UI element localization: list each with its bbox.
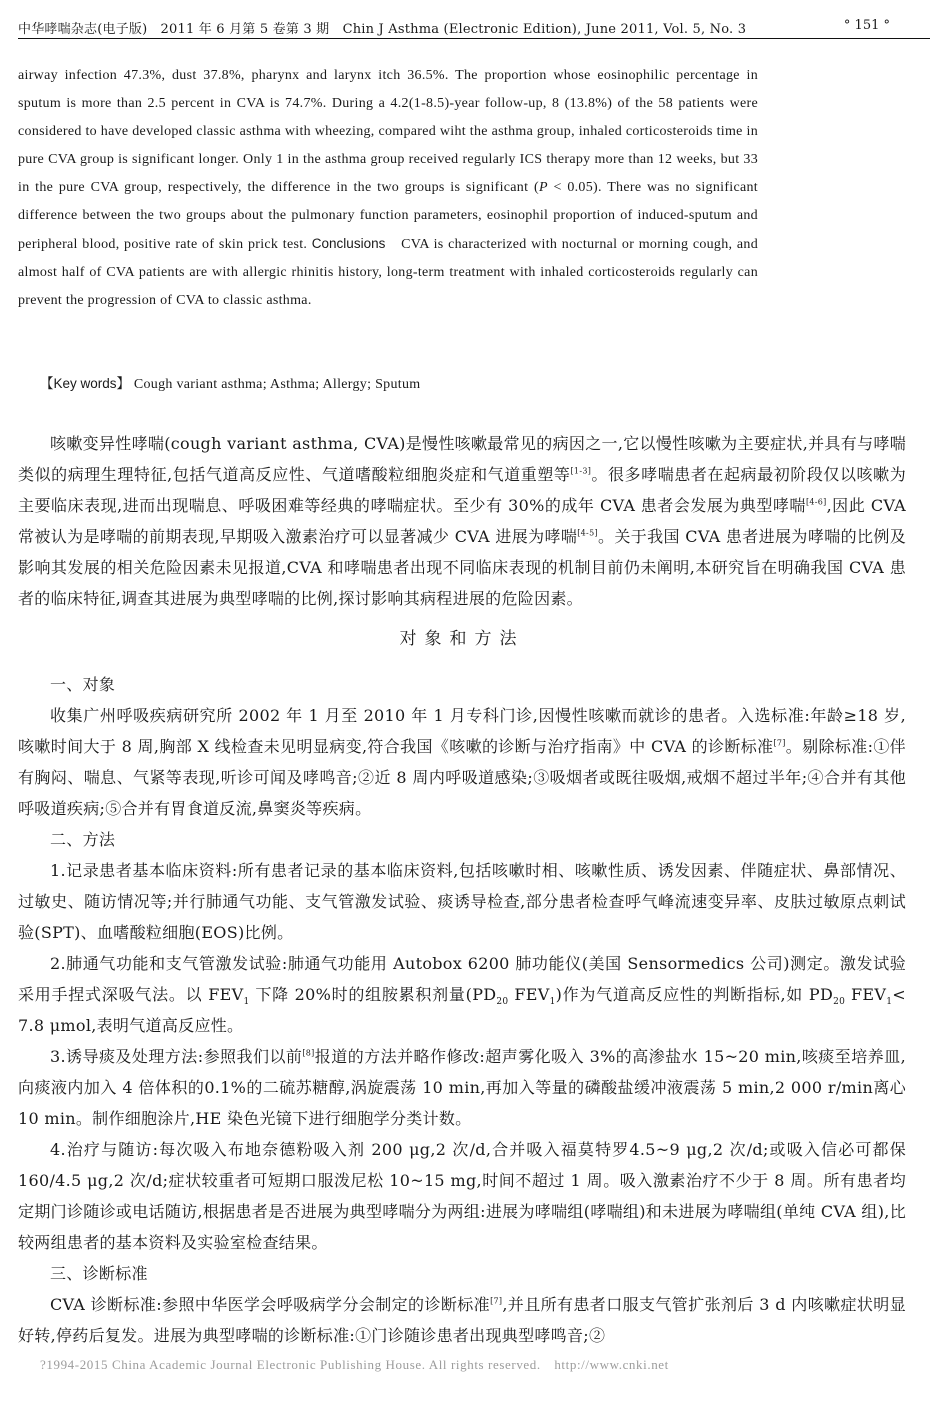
subscript: 20 <box>833 997 846 1008</box>
subscript: 1 <box>549 997 556 1008</box>
keywords-text: Cough variant asthma; Asthma; Allergy; Sputum <box>130 377 421 392</box>
copyright-watermark: ?1994-2015 China Academic Journal Electronic Publishing House. All rights reserved. http://www.cnki.net <box>40 1357 669 1372</box>
method-4-paragraph: 4.治疗与随访:每次吸入布地奈德粉吸入剂 200 μg,2 次/d,合并吸入福莫特罗4.5~9 μg,2 次/d;或吸入信必可都保 160/4.5 μg,2 次/d;症状较重者可短期口服泼尼松 10~15 mg,时间不超过 1 周。吸入激素治疗不少于 8 周。所有患者均定期门诊随诊或电话随访,根据患者是否进展为典型哮喘分为两组:进展为哮喘组(哮喘组)和未进展为哮喘组(单纯 CVA 组),比较两组患者的基本资料及实验室检查结果。 <box>18 1140 906 1252</box>
m2-text-e: FEV <box>845 985 887 1004</box>
intro-paragraph <box>18 428 906 614</box>
abstract-text-a: airway infection 47.3%, dust 37.8%, pharynx and larynx itch 36.5%. The proportion whose eosinophilic percentage in sputum is more than 2.5 percent in CVA is 74.7%. During a 4.2(1-8.5)-year follow-up, 8 (13.8%) of the 58 patients were considered to have developed classic asthma with wheezing, compared wiht the asthma group, inhaled corticosteroids time in pure CVA group is significant longer. Only 1 in the asthma group received regularly ICS therapy more than 12 weeks, but 33 in the pure CVA group, respectively, the difference in the two groups is significant ( <box>18 68 758 195</box>
page-number: ° 151 ° <box>843 18 890 33</box>
m3-text-b: 报道的方法并略作修改:超声雾化吸入 3%的高渗盐水 15~20 min,咳痰至培养皿,向痰液内加入 4 倍体积的0.1%的二硫苏糖醇,涡旋震荡 10 min,再加入等量的磷酸盐缓冲液震荡 5 min,2 000 r/min离心10 min。制作细胞涂片,HE 染色光镜下进行细胞学分类计数。 <box>18 1047 906 1128</box>
keywords <box>40 372 760 393</box>
abstract-english <box>18 62 758 315</box>
method-3-paragraph <box>18 1041 906 1134</box>
intro-text-2: 。很多哮喘患者在起病最初阶段仅以咳嗽为主要临床表现,进而出现喘息、呼吸困难等经典的哮喘症状。至少有 30%的成年 CVA 患者会发展为典型哮喘 <box>18 465 906 515</box>
article-body <box>18 428 906 1351</box>
intro-text-4: 。关于我国 CVA 患者进展为哮喘的比例及影响其发展的相关危险因素未见报道,CVA 和哮喘患者出现不同临床表现的机制目前仍未阐明,本研究旨在明确我国 CVA 患者的临床特征,调查其进展为典型哮喘的比例,探讨影响其病程进展的危险因素。 <box>18 527 906 608</box>
running-header <box>18 14 930 39</box>
citation-7b[interactable]: [7] <box>490 1296 503 1306</box>
conclusions-label: Conclusions <box>311 236 386 251</box>
subjects-text-b: 。剔除标准:①伴有胸闷、喘息、气紧等表现,听诊可闻及哮鸣音;②近 8 周内呼吸道感染;③吸烟者或既往吸烟,戒烟不超过半年;④合并有其他呼吸道疾病;⑤合并有胃食道反流,鼻窦炎等疾病。 <box>18 737 906 818</box>
m3-text-a: 3.诱导痰及处理方法:参照我们以前 <box>50 1047 303 1066</box>
subscript: 1 <box>886 997 893 1008</box>
abstract-text-b: CVA is characterized with nocturnal or morning cough, and almost half of CVA patients are with allergic rhinitis history, long-term treatment with inhaled corticosteroids regularly can prevent the progression of CVA to classic asthma. <box>18 237 758 308</box>
method-1-paragraph: 1.记录患者基本临床资料:所有患者记录的基本临床资料,包括咳嗽时相、咳嗽性质、诱发因素、伴随症状、鼻部情况、过敏史、随访情况等;并行肺通气功能、支气管激发试验、痰诱导检查,部分患者检查呼气峰流速变异率、皮肤过敏原点刺试验(SPT)、血嗜酸粒细胞(EOS)比例。 <box>18 861 906 942</box>
m2-text-c: FEV <box>508 985 550 1004</box>
subsection-heading-subjects: 一、对象 <box>50 675 116 694</box>
criteria-paragraph <box>18 1289 906 1351</box>
intro-text-3: ,因此 CVA 常被认为是哮喘的前期表现,早期吸入激素治疗可以显著减少 CVA 进展为哮喘 <box>18 496 906 546</box>
m2-text-b: 下降 20%时的组胺累积剂量(PD <box>249 985 497 1004</box>
section-title: 对象和方法 <box>399 629 525 649</box>
criteria-text-a: CVA 诊断标准:参照中华医学会呼吸病学分会制定的诊断标准 <box>50 1295 491 1314</box>
subsection-heading-criteria: 三、诊断标准 <box>50 1264 148 1283</box>
keywords-label: 【Key words】 <box>40 376 131 391</box>
m2-text-d: )作为气道高反应性的判断指标,如 PD <box>555 985 834 1004</box>
criteria-text-b: ,并且所有患者口服支气管扩张剂后 3 d 内咳嗽症状明显好转,停药后复发。进展为典型哮喘的诊断标准:①门诊随诊患者出现典型哮鸣音;② <box>18 1295 906 1345</box>
abstract-p-value: < 0.05). There was no significant difference between the two groups about the pulmonary function parameters, eosinophil proportion of induced-sputum and peripheral blood, positive rate of skin prick test. <box>18 180 759 252</box>
p-symbol: P <box>538 180 548 195</box>
journal-citation: 中华哮喘杂志(电子版) 2011 年 6 月第 5 卷第 3 期 Chin J Asthma (Electronic Edition), June 2011, Vol. 5, No. 3 <box>18 22 747 37</box>
subjects-paragraph <box>18 700 906 824</box>
subsection-heading-methods: 二、方法 <box>50 830 116 849</box>
subscript: 20 <box>496 997 509 1008</box>
citation-7[interactable]: [7] <box>773 738 786 748</box>
subjects-text-a: 收集广州呼吸疾病研究所 2002 年 1 月至 2010 年 1 月专科门诊,因慢性咳嗽而就诊的患者。入选标准:年龄≥18 岁,咳嗽时间大于 8 周,胸部 X 线检查未见明显病变,符合我国《咳嗽的诊断与治疗指南》中 CVA 的诊断标准 <box>18 706 906 756</box>
citation-1-3[interactable]: [1-3] <box>570 466 592 476</box>
method-2-paragraph <box>18 948 906 1041</box>
m2-text-f: < 7.8 μmol,表明气道高反应性。 <box>18 985 907 1035</box>
subscript: 1 <box>243 997 250 1008</box>
intro-text-1: 咳嗽变异性哮喘(cough variant asthma, CVA)是慢性咳嗽最常见的病因之一,它以慢性咳嗽为主要症状,并具有与哮喘类似的病理生理特征,包括气道高反应性、气道嗜酸粒细胞炎症和气道重塑等 <box>18 434 906 484</box>
m2-text-a: 2.肺通气功能和支气管激发试验:肺通气功能用 Autobox 6200 肺功能仪(美国 Sensormedics 公司)测定。激发试验采用手捏式深吸气法。以 FEV <box>18 954 906 1004</box>
citation-8[interactable]: [8] <box>302 1048 315 1058</box>
citation-4-6[interactable]: [4-6] <box>805 497 827 507</box>
citation-4-5[interactable]: [4-5] <box>577 528 598 538</box>
